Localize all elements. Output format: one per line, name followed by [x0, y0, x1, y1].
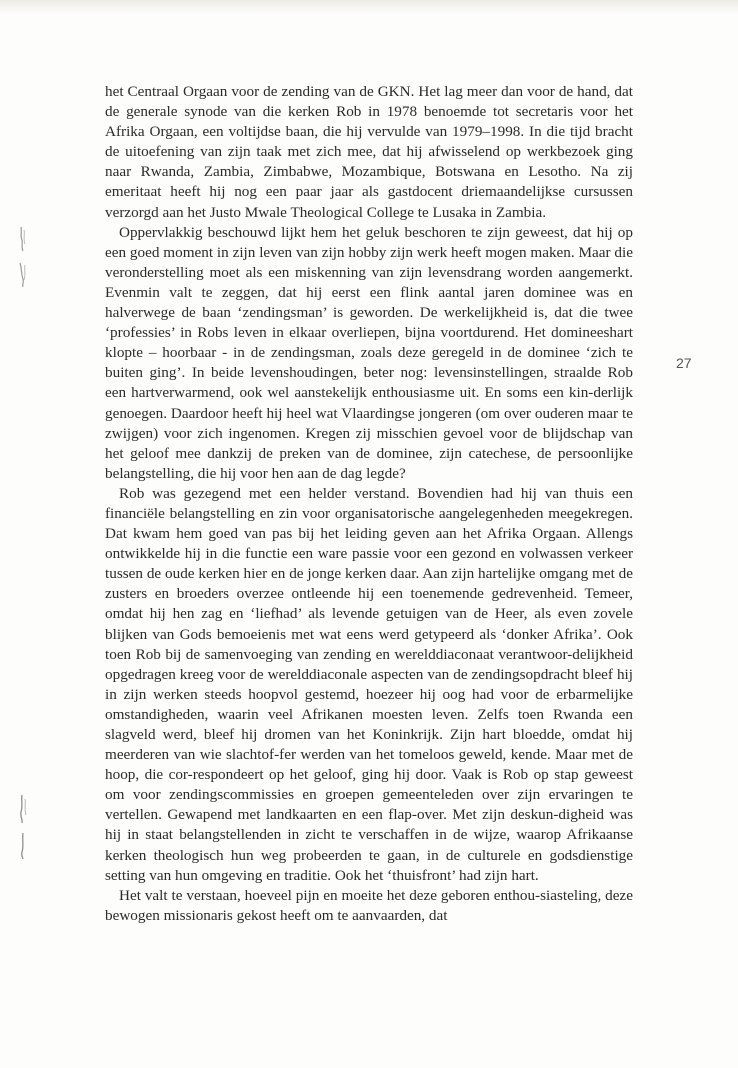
pencil-mark-icon: [17, 226, 29, 257]
body-text: [105, 82, 633, 926]
paragraph: Het valt te verstaan, hoeveel pijn en moeite het deze geboren enthou-siasteling, deze bewogen missionaris gekost heeft om te aanvaarden, dat: [105, 886, 633, 924]
pencil-mark-icon: [17, 794, 29, 829]
page-number: 27: [676, 355, 692, 371]
paragraph: Oppervlakkig beschouwd lijkt hem het geluk beschoren te zijn geweest, dat hij op een goed moment in zijn leven van zijn hobby zijn werk heeft mogen maken. Maar die veronderstelling moet als een miskenning van zijn levensdrang worden aangemerkt. Evenmin valt te zeggen, dat hij eerst een flink aantal jaren dominee was en halverwege de baan ‘zendingsman’ is geworden. De werkelijkheid is, dat die twee ‘professies’ in Robs leven in elkaar overliepen, bijna voortdurend. Het domineeshart klopte – hoorbaar - in de zendingsman, zoals deze geregeld in de dominee ‘zich te buiten ging’. In beide levenshoudingen, beter nog: levensinstellingen, straalde Rob een hartverwarmend, ook wel aanstekelijk enthousiasme uit. En soms een kin-derlijk genoegen. Daardoor heeft hij heel wat Vlaardingse jongeren (om over ouderen maar te zwijgen) voor zich ingenomen. Kregen zij misschien gevoel voor de blijdschap van het geloof mee dankzij de preken van de dominee, zijn catechese, de persoonlijke belangstelling, die hij voor hen aan de dag legde?: [105, 223, 633, 482]
scan-edge-shadow: [0, 0, 738, 14]
paragraph: Rob was gezegend met een helder verstand. Bovendien had hij van thuis een financiële belangstelling en zin voor organisatorische aangelegenheden meegekregen. Dat kwam hem goed van pas bij het leiding geven aan het Afrika Orgaan. Allengs ontwikkelde hij in die functie een ware passie voor een gezond en volwassen verkeer tussen de oude kerken hier en de jonge kerken daar. Aan zijn hartelijke omgang met de zusters en broeders overzee ontleende hij een toenemende gedrevenheid. Temeer, omdat hij hen zag en ‘liefhad’ als levende getuigen van de Heer, als even zovele blijken van Gods bemoeienis met wat eens werd getypeerd als ‘donker Afrika’. Ook toen Rob bij de samenvoeging van zending en werelddiaconaat verantwoor-delijkheid opgedragen kreeg voor de werelddiaconale aspecten van de zendingsopdracht bleef hij in zijn werken steeds hoopvol gestemd, hoezeer hij oog had voor de erbarmelijke omstandigheden, waarin veel Afrikanen moesten leven. Zelfs toen Rwanda een slagveld werd, bleef hij dromen van het Koninkrijk. Zijn hart bloedde, omdat hij meerderen van wie slachtof-fer werden van het tomeloos geweld, kende. Maar met de hoop, die cor-respondeert op het geloof, ging hij door. Vaak is Rob op stap geweest om voor zendingscommissies en groepen gemeenteleden over zijn ervaringen te vertellen. Gewapend met landkaarten en een flap-over. Met zijn deskun-digheid was hij in staat belangstellenden in zicht te verschaffen in de wijze, waarop Afrikaanse kerken theologisch hun weg probeerden te gaan, in de culturele en godsdienstige setting van hun omgeving en traditie. Ook het ‘thuisfront’ had zijn hart.: [105, 484, 633, 884]
pencil-mark-icon: [17, 832, 29, 865]
paragraph: het Centraal Orgaan voor de zending van de GKN. Het lag meer dan voor de hand, dat de generale synode van die kerken Rob in 1978 benoemde tot secretaris voor het Afrika Orgaan, een voltijdse baan, die hij vervulde van 1979–1998. In die tijd bracht de uitoefening van zijn taak met zich mee, dat hij afwisselend op werkbezoek ging naar Rwanda, Zambia, Zimbabwe, Mozambique, Botswana en Lesotho. Na zij emeritaat heeft hij nog een paar jaar als gastdocent driemaandelijkse cursussen verzorgd aan het Justo Mwale Theological College te Lusaka in Zambia.: [105, 83, 633, 221]
pencil-mark-icon: [17, 262, 29, 293]
